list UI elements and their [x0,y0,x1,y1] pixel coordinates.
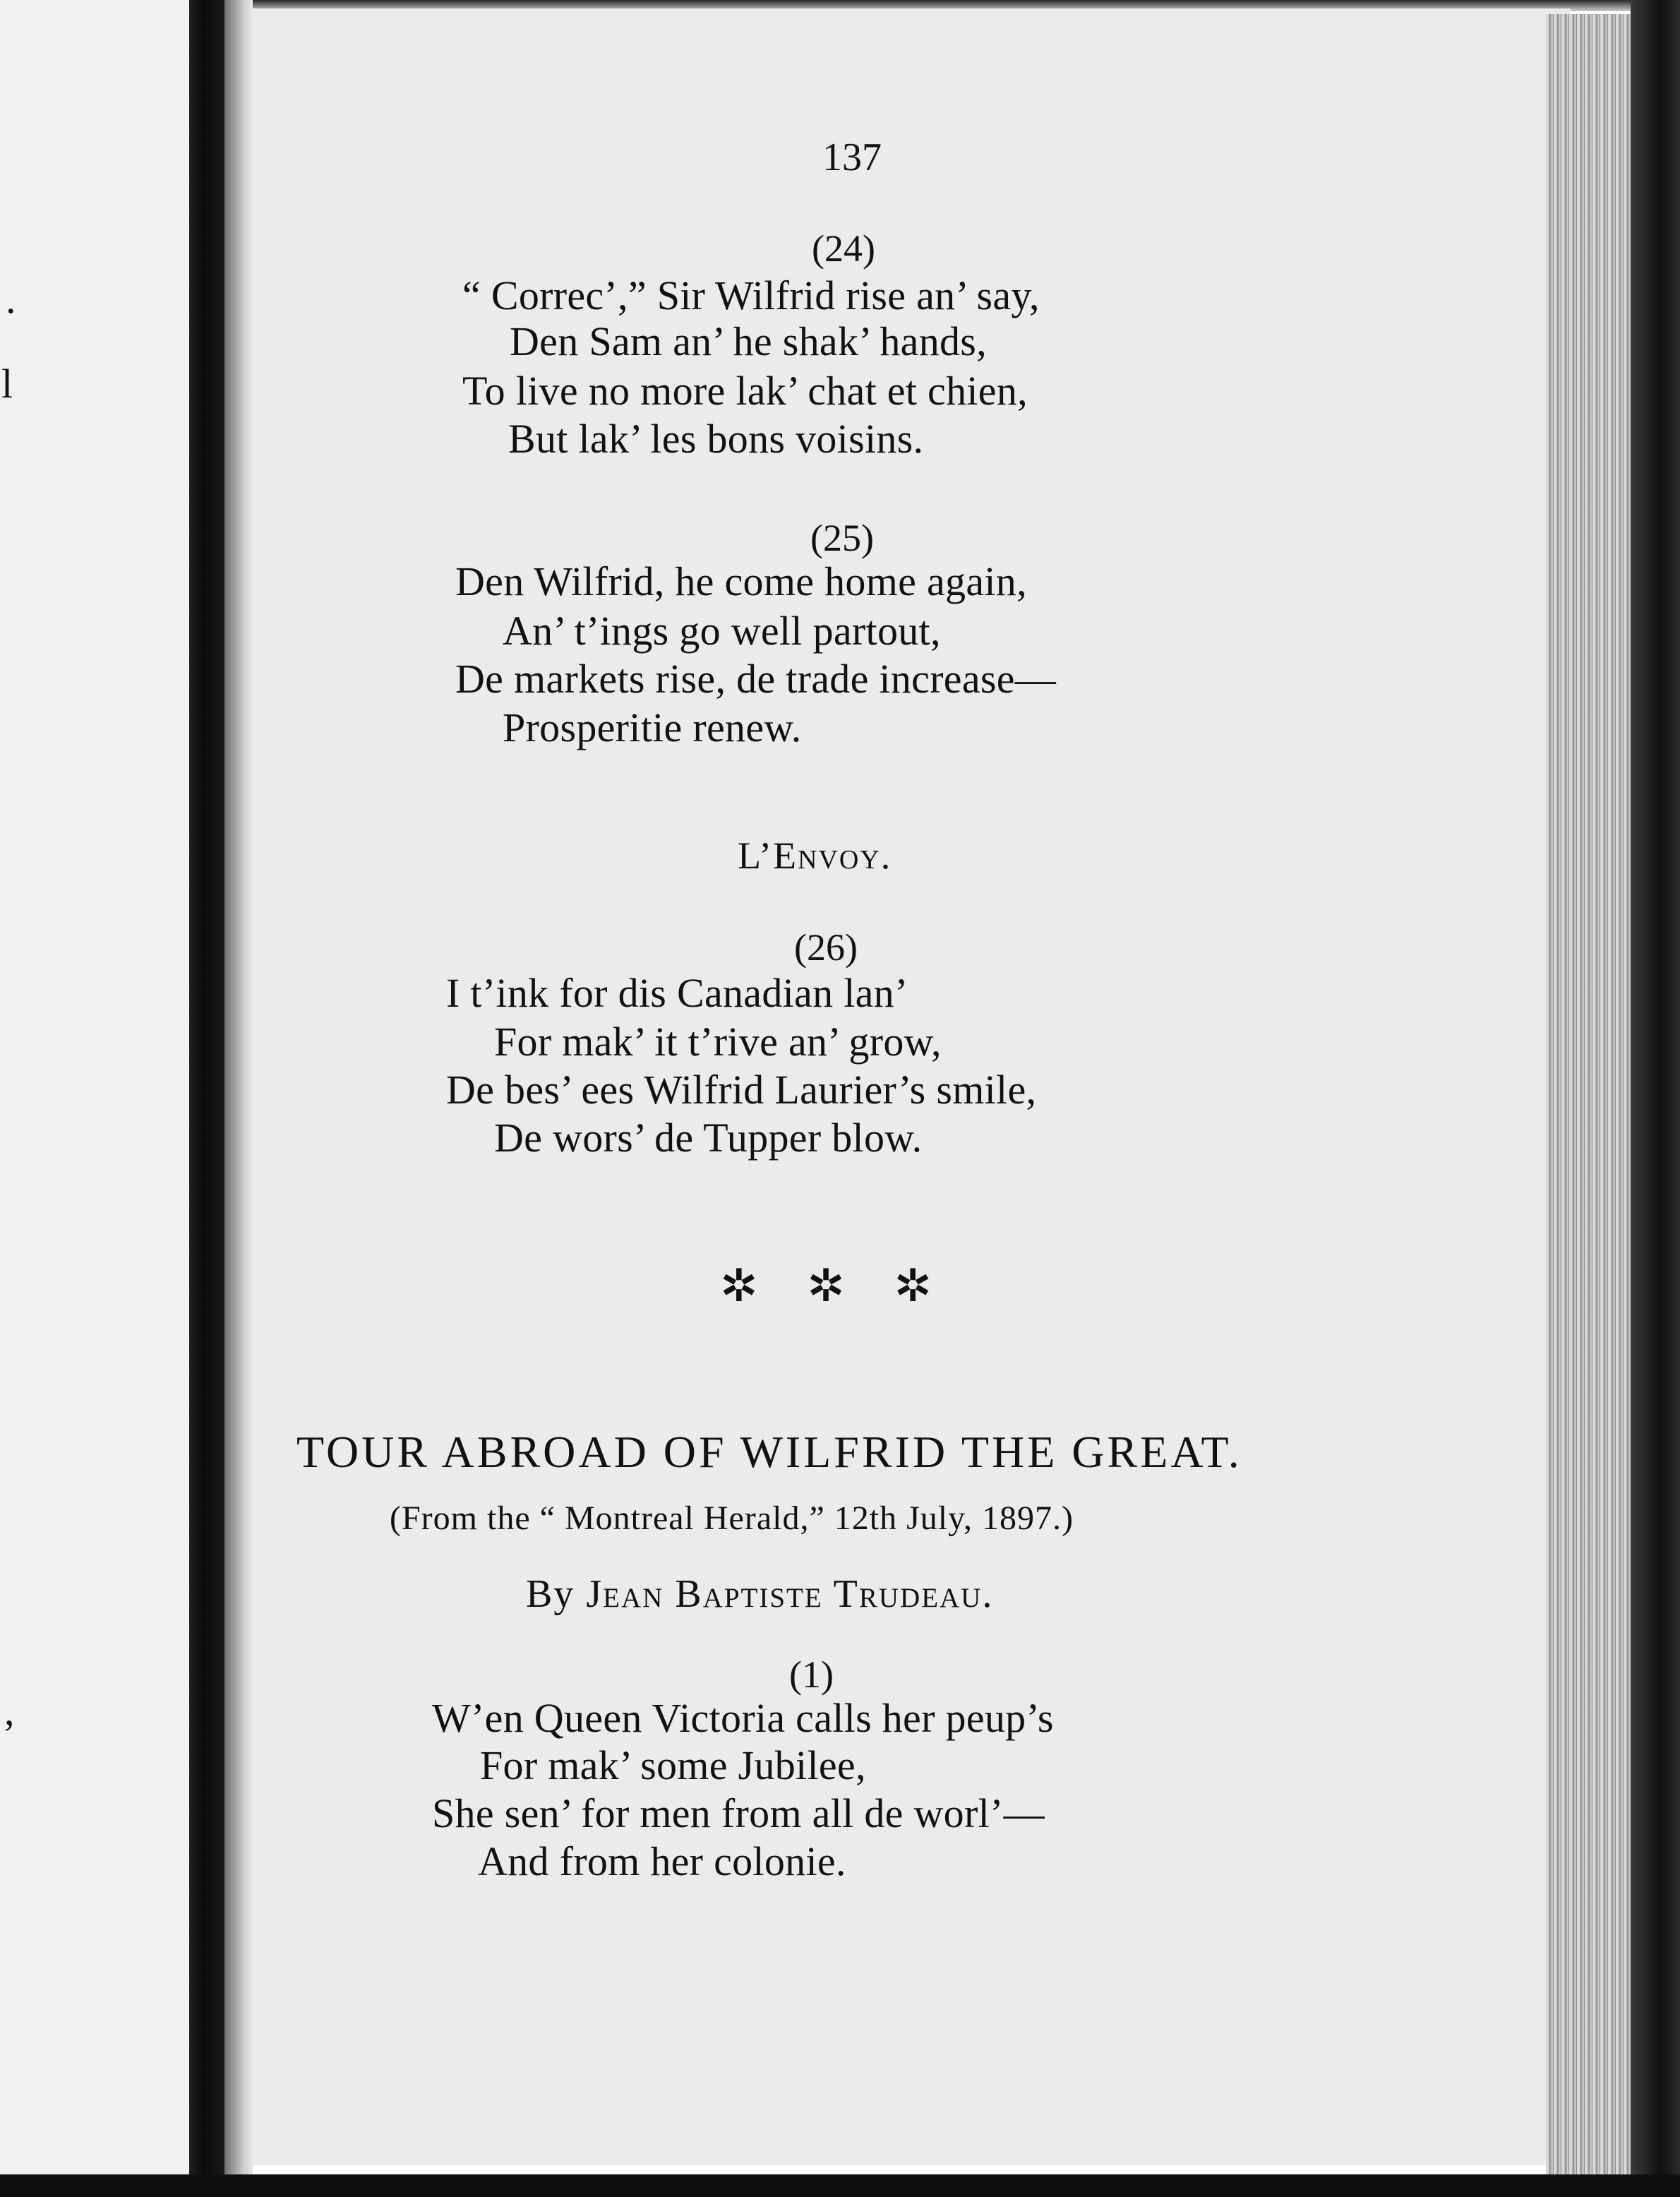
facing-page-fragment: , [4,1688,15,1734]
verse-line: W’en Queen Victoria calls her peup’s [432,1695,1054,1741]
poem-byline [526,1574,993,1614]
stanza-number: (1) [789,1653,834,1696]
byline-author: Jean Baptiste Trudeau. [586,1572,994,1616]
section-heading: L’Envoy. [738,834,892,877]
section-divider [720,1261,932,1311]
verse-line: “ Correc’,” Sir Wilfrid rise an’ say, [462,273,1040,318]
asterisk-ornament-icon: ✲ [720,1261,758,1311]
poem-source: (From the “ Montreal Herald,” 12th July, 1897.) [390,1499,1074,1537]
verse-line: Den Sam an’ he shak’ hands, [510,318,987,364]
stanza-number: (26) [794,926,858,969]
verse-line: For mak’ some Jubilee, [480,1742,866,1788]
verse-line: To live no more lak’ chat et chien, [462,368,1028,414]
bottom-edge [0,2174,1680,2197]
byline-prefix: By [526,1572,575,1616]
verse-line: And from her colonie. [478,1838,846,1884]
verse-line: Prosperitie renew. [503,705,802,750]
stanza-number: (24) [812,227,875,270]
book-gutter [189,0,224,2181]
page-number: 137 [822,136,882,179]
verse-line: De markets rise, de trade increase— [455,656,1057,702]
verse-line: De bes’ ees Wilfrid Laurier’s smile, [446,1067,1037,1113]
verse-line: She sen’ for men from all de worl’— [432,1790,1045,1836]
verse-line: An’ t’ings go well partout, [503,608,941,654]
verse-line: But lak’ les bons voisins. [508,416,924,462]
asterisk-ornament-icon: ✲ [807,1261,845,1311]
poem-title: TOUR ABROAD OF WILFRID THE GREAT. [296,1427,1242,1477]
stanza-number: (25) [810,517,874,559]
facing-page-fragment: l [1,361,13,407]
verse-line: De wors’ de Tupper blow. [494,1115,923,1161]
verse-line: I t’ink for dis Canadian lan’ [446,970,908,1016]
book-cover-edge [1631,0,1680,2197]
verse-line: Den Wilfrid, he come home again, [455,558,1027,604]
asterisk-ornament-icon: ✲ [894,1261,932,1311]
facing-page-edge [0,0,194,2197]
verse-line: For mak’ it t’rive an’ grow, [494,1019,942,1065]
gutter-shadow [224,0,253,2181]
facing-page-fragment: . [6,276,16,322]
